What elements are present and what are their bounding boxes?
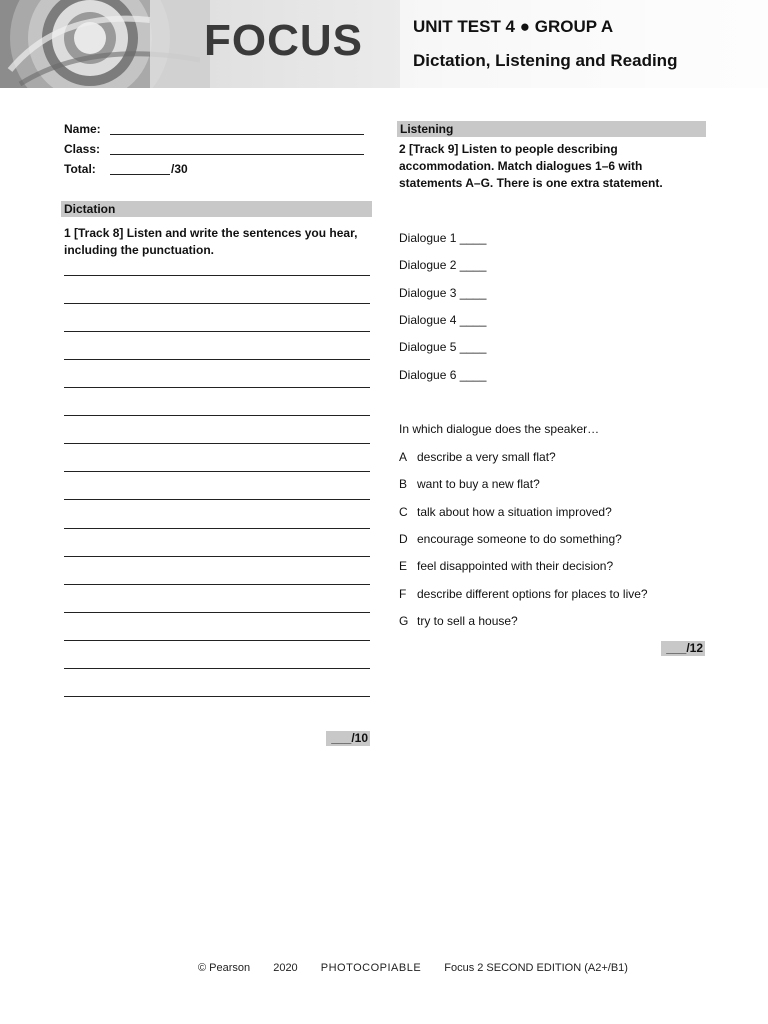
statement-letter: G [399,614,409,628]
statement-text: talk about how a situation improved? [417,505,612,519]
statement-text: feel disappointed with their decision? [417,559,614,573]
statement-text: encourage someone to do something? [417,532,622,546]
answer-line[interactable] [64,528,370,529]
statement-letter: B [399,477,408,491]
dictation-score-box: ___/10 [326,731,370,746]
brand-logo-text: FOCUS [204,16,363,65]
statement-item [399,532,622,546]
answer-line[interactable] [64,584,370,585]
total-label: Total: [64,162,96,176]
footer-year: 2020 [273,962,298,974]
unit-subtitle: Dictation, Listening and Reading [413,51,678,70]
statement-letter: A [399,450,408,464]
statement-item [399,477,540,491]
footer-edition: Focus 2 SECOND EDITION (A2+/B1) [444,962,628,974]
listening-section-header: Listening [397,121,706,137]
statement-text: describe different options for places to live? [417,587,648,601]
name-field[interactable] [110,134,364,135]
statement-text: try to sell a house? [417,614,518,628]
class-label: Class: [64,142,101,156]
question-prompt: In which dialogue does the speaker… [399,422,600,436]
dictation-section-header: Dictation [61,201,372,217]
answer-line[interactable] [64,387,370,388]
statement-text: describe a very small flat? [417,450,556,464]
answer-line[interactable] [64,415,370,416]
answer-line[interactable] [64,359,370,360]
answer-line[interactable] [64,275,370,276]
statement-item [399,587,648,601]
footer-copyright: © Pearson [198,962,251,974]
answer-line[interactable] [64,668,370,669]
statement-letter: F [399,587,407,601]
total-suffix: /30 [171,162,188,176]
dialogue-item[interactable]: Dialogue 4 ____ [399,313,487,327]
header-title-panel [400,0,768,88]
swirl-logo-graphic [0,0,210,88]
answer-line[interactable] [64,499,370,500]
unit-title: UNIT TEST 4 ● GROUP A [413,17,614,36]
dialogue-item[interactable]: Dialogue 2 ____ [399,258,487,272]
answer-line[interactable] [64,696,370,697]
answer-line[interactable] [64,303,370,304]
dialogue-item[interactable]: Dialogue 3 ____ [399,286,487,300]
statement-item [399,614,518,628]
listening-score-box: ___/12 [661,641,705,656]
statement-letter: E [399,559,408,573]
answer-line[interactable] [64,612,370,613]
answer-line[interactable] [64,471,370,472]
statement-item [399,559,613,573]
answer-line[interactable] [64,331,370,332]
statement-item [399,505,612,519]
footer-photocopiable: PHOTOCOPIABLE [320,962,422,974]
dialogue-item[interactable]: Dialogue 6 ____ [399,368,487,382]
answer-line[interactable] [64,556,370,557]
page-footer [198,962,648,974]
statement-letter: C [399,505,408,519]
answer-line[interactable] [64,443,370,444]
class-field[interactable] [110,154,364,155]
answer-line[interactable] [64,640,370,641]
statement-letter: D [399,532,408,546]
name-label: Name: [64,122,101,136]
total-field[interactable] [110,174,170,175]
statement-item [399,450,556,464]
dialogue-item[interactable]: Dialogue 1 ____ [399,231,487,245]
dictation-instruction: 1 [Track 8] Listen and write the sentences you hear, including the punctuation. [64,226,358,257]
dialogue-item[interactable]: Dialogue 5 ____ [399,340,487,354]
page-header [0,0,768,88]
listening-instruction: 2 [Track 9] Listen to people describing accommodation. Match dialogues 1–6 with statements A–G. There is one extra statement. [399,142,663,190]
statement-text: want to buy a new flat? [417,477,540,491]
